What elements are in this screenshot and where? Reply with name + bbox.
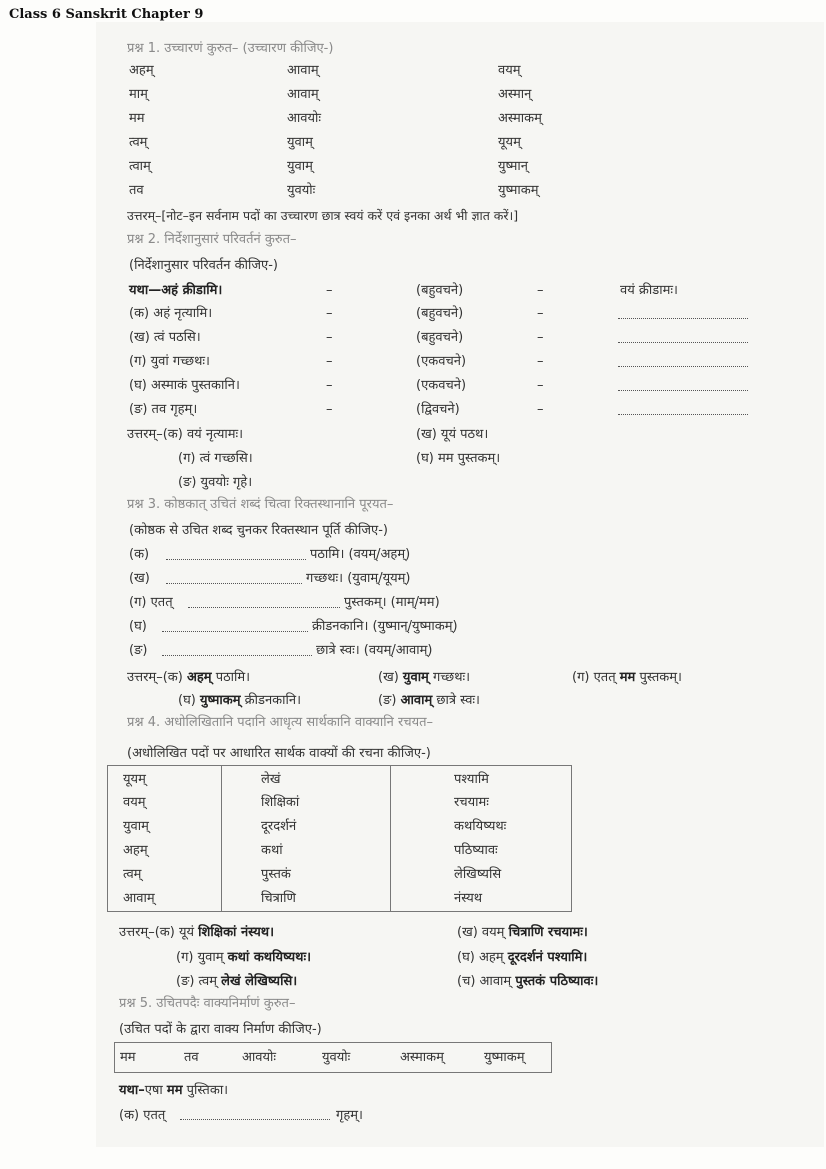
q3-blank [162,655,312,656]
page-header: Class 6 Sanskrit Chapter 9 [9,7,204,22]
q3-item-text: गच्छथः। (युवाम्/यूयम्) [306,571,411,586]
q3-subtitle: (कोष्ठक से उचित शब्द चुनकर रिक्तस्थान पूर्ति कीजिए-) [129,523,389,538]
q4-answer: (ग) युवाम् कथां कथयिष्यथः। [176,950,312,965]
q5-word: आवयोः [242,1050,277,1065]
q3-answer: (ख) युवाम् गच्छथः। [378,670,471,685]
q4-answer: उत्तरम्–(क) यूयं शिक्षिकां नंस्यथ। [119,925,274,940]
q2-blank [618,414,748,415]
q2-example-answer: वयं क्रीडामः। [620,283,678,298]
q4-cell: आवाम् [123,891,155,906]
q2-item: (क) अहं नृत्यामि। [129,306,213,321]
q1-word: अस्माकम् [498,111,542,126]
q2-dash: – [326,402,333,417]
q1-word: आवाम् [287,87,319,102]
q2-dash: – [326,354,333,369]
q1-title: प्रश्न 1. उच्चारणं कुरुत– (उच्चारण कीजिए-) [127,41,334,56]
q2-blank [618,366,748,367]
q2-title: प्रश्न 2. निर्देशानुसारं परिवर्तनं कुरुत– [127,232,297,247]
q2-instruction: (एकवचने) [416,354,467,369]
q2-dash: – [537,402,544,417]
q5-item-text: गृहम्। [336,1108,363,1123]
q4-answer: (घ) अहम् दूरदर्शनं पश्यामि। [457,950,588,965]
q1-word: युवाम् [287,135,313,150]
q4-cell: दूरदर्शनं [261,819,297,834]
q3-item-label: (घ) [129,619,147,634]
q2-example: यथा—अहं क्रीडामि। [129,283,223,298]
q2-answer: उत्तरम्–(क) वयं नृत्यामः। [127,427,244,442]
q4-cell: पठिष्यावः [454,843,498,858]
q4-title: प्रश्न 4. अधोलिखितानि पदानि आधृत्य सार्थकानि वाक्यानि रचयत– [127,715,434,730]
q2-answer: (ग) त्वं गच्छसि। [178,451,253,466]
q4-cell: शिक्षिकां [261,795,300,810]
q3-item-label: (क) [129,547,150,562]
q3-answer: (ग) एतत् मम पुस्तकम्। [572,670,682,685]
q5-title: प्रश्न 5. उचितपदैः वाक्यनिर्माणं कुरुत– [119,996,296,1011]
q2-instruction: (बहुवचने) [416,306,464,321]
q2-dash: – [326,378,333,393]
q1-word: आवाम् [287,63,319,78]
q2-blank [618,318,748,319]
q4-cell: नंस्यथ [454,891,483,906]
q4-cell: पश्यामि [454,772,489,787]
q2-answer: (ङ) युवयोः गृहे। [178,475,253,490]
q4-cell: यूयम् [123,772,146,787]
q4-answer: (ङ) त्वम् लेखं लेखिष्यसि। [176,974,298,989]
q2-dash: – [326,330,333,345]
q2-item: (ख) त्वं पठसि। [129,330,201,345]
q4-cell: कथां [261,843,283,858]
q4-cell: लेखिष्यसि [454,867,502,882]
q3-item-text: क्रीडनकानि। (युष्मान्/युष्माकम्) [312,619,458,634]
q1-word: युवयोः [287,183,316,198]
q3-item-text: छात्रे स्वः। (वयम्/आवाम्) [316,643,433,658]
q2-instruction: (बहुवचने) [416,283,464,298]
q4-cell: चित्राणि [261,891,296,906]
q2-dash: – [326,306,333,321]
q2-blank [618,342,748,343]
q1-word: माम् [129,87,148,102]
q1-word: त्वम् [129,135,148,150]
q4-cell: कथयिष्यथः [454,819,507,834]
q3-blank [166,583,302,584]
q2-subtitle: (निर्देशानुसार परिवर्तन कीजिए-) [129,258,278,273]
q2-instruction: (बहुवचने) [416,330,464,345]
q2-dash: – [537,306,544,321]
q2-dash: – [326,283,333,298]
q2-dash: – [537,378,544,393]
q1-word: वयम् [498,63,521,78]
q4-answer: (च) आवाम् पुस्तकं पठिष्यावः। [457,974,599,989]
q2-item: (घ) अस्माकं पुस्तकानि। [129,378,240,393]
q2-item: (ङ) तव गृहम्। [129,402,198,417]
q2-instruction: (एकवचने) [416,378,467,393]
q4-cell: रचयामः [454,795,489,810]
q3-item-label: (ग) एतत् [129,595,173,610]
q4-cell: अहम् [123,843,148,858]
q2-dash: – [537,330,544,345]
q2-blank [618,390,748,391]
q4-cell: युवाम् [123,819,149,834]
q3-answer: उत्तरम्–(क) अहम् पठामि। [127,670,251,685]
q1-word: मम [129,111,145,126]
q3-blank [162,631,308,632]
q1-word: युवाम् [287,159,313,174]
q1-word: अहम् [129,63,154,78]
q3-item-text: पठामि। (वयम्/अहम्) [310,547,411,562]
q2-instruction: (द्विवचने) [416,402,460,417]
q3-item-label: (ङ) [129,643,148,658]
q4-subtitle: (अधोलिखित पदों पर आधारित सार्थक वाक्यों की रचना कीजिए-) [127,746,431,761]
q3-title: प्रश्न 3. कोष्ठकात् उचितं शब्दं चित्वा रिक्तस्थानानि पूरयत– [127,497,394,512]
q5-word: युवयोः [322,1050,351,1065]
q4-cell: त्वम् [123,867,142,882]
q1-word: यूयम् [498,135,521,150]
q5-word: युष्माकम् [484,1050,525,1065]
q2-answer: (ख) यूयं पठथ। [416,427,489,442]
q3-item-label: (ख) [129,571,150,586]
q2-item: (ग) युवां गच्छथः। [129,354,210,369]
q5-item-label: (क) एतत् [119,1108,166,1123]
q4-cell: वयम् [123,795,146,810]
q4-answer: (ख) वयम् चित्राणि रचयामः। [457,925,588,940]
q5-example: यथा–एषा मम पुस्तिका। [119,1083,229,1098]
q3-blank [188,607,340,608]
q3-blank [166,559,306,560]
q3-answer: (ङ) आवाम् छात्रे स्वः। [378,693,480,708]
q1-word: तव [129,183,144,198]
q1-word: आवयोः [287,111,322,126]
q3-item-text: पुस्तकम्। (माम्/मम) [344,595,440,610]
q1-word: युष्मान् [498,159,529,174]
q5-word: मम [120,1050,136,1065]
q5-word: अस्माकम् [400,1050,444,1065]
q1-word: युष्माकम् [498,183,539,198]
q5-subtitle: (उचित पदों के द्वारा वाक्य निर्माण कीजिए-) [119,1022,322,1037]
q3-answer: (घ) युष्माकम् क्रीडनकानि। [178,693,302,708]
q1-answer-note: उत्तरम्–[नोट–इन सर्वनाम पदों का उच्चारण छात्र स्वयं करें एवं इनका अर्थ भी ज्ञात करें।] [127,208,519,223]
q2-answer: (घ) मम पुस्तकम्। [416,451,501,466]
q5-word: तव [184,1050,199,1065]
q2-dash: – [537,283,544,298]
q2-dash: – [537,354,544,369]
q4-cell: पुस्तकं [261,867,291,882]
q1-word: अस्मान् [498,87,532,102]
q5-blank [180,1119,330,1120]
q4-cell: लेखं [261,772,281,787]
q1-word: त्वाम् [129,159,151,174]
